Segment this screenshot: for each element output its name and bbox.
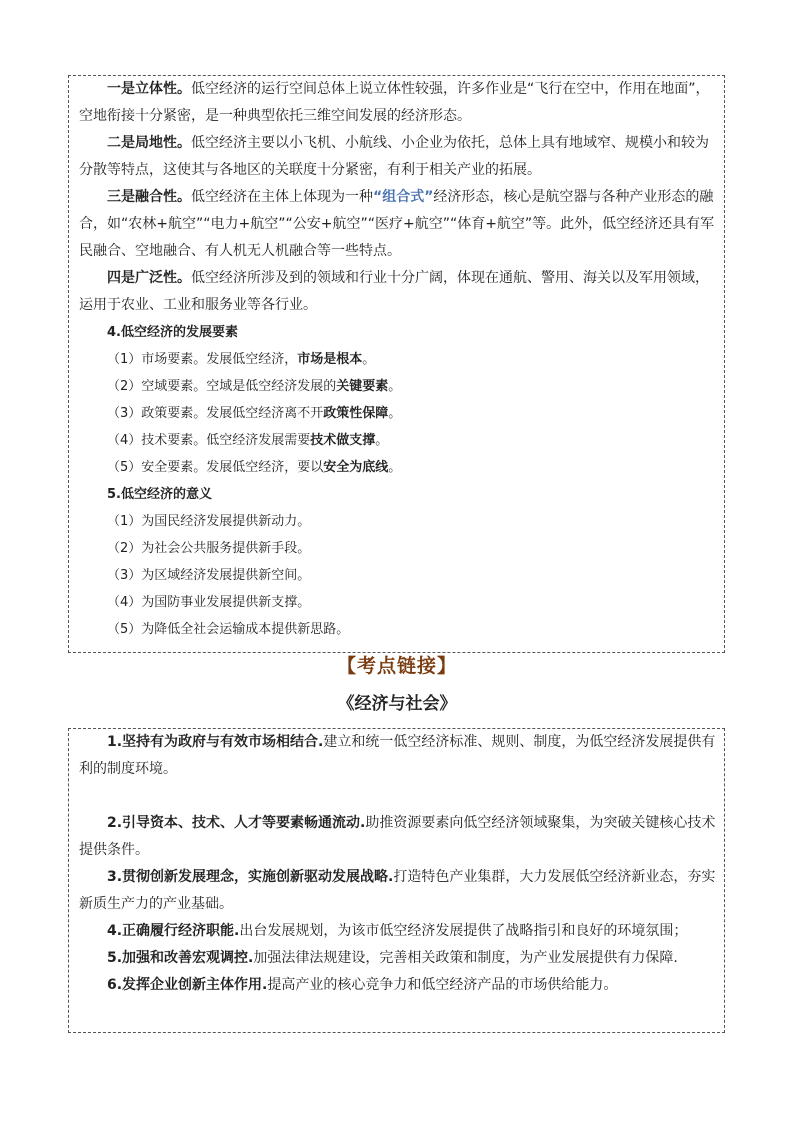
exam-point [79, 918, 716, 945]
exam-point [79, 729, 716, 783]
item-text: （5）安全要素。发展低空经济，要以 [107, 460, 324, 475]
paragraph-text: 低空经济在主体上体现为一种 [191, 189, 373, 205]
book-title: 《经济与社会》 [337, 694, 457, 714]
list-item: （3）为区域经济发展提供新空间。 [107, 568, 311, 583]
point-lead: 1.坚持有为政府与有效市场相结合. [107, 734, 324, 750]
paragraph-lead: 三是融合性。 [107, 189, 191, 205]
exam-point [79, 810, 716, 864]
paragraph-extensive [79, 265, 716, 319]
item-text: 。 [362, 352, 376, 367]
item-text: （4）技术要素。低空经济发展需要 [107, 433, 311, 448]
list-item: （2）为社会公共服务提供新手段。 [107, 541, 311, 556]
section-heading-elements: 4.低空经济的发展要素 [107, 325, 238, 340]
point-text: 出台发展规划，为该市低空经济发展提供了战略指引和良好的环境氛围； [239, 923, 688, 939]
paragraph-lead: 二是局地性。 [107, 135, 191, 151]
exam-link-title: 【考点链接】 [336, 655, 457, 677]
exam-point [79, 945, 716, 972]
paragraph-lead: 四是广泛性。 [107, 270, 191, 286]
paragraph-text: 低空经济的运行空间总体上说立体性较强，许多作业是“飞行在空中，作用在地面”，空地衔接十分紧密，是一种典型依托三维空间发展的经济形态。 [79, 81, 710, 124]
point-lead: 6.发挥企业创新主体作用. [107, 977, 268, 993]
list-item: （4）为国防事业发展提供新支撑。 [107, 595, 311, 610]
list-item: （5）为降低全社会运输成本提供新思路。 [107, 622, 350, 637]
list-item [79, 373, 716, 400]
item-emphasis: 关键要素 [336, 379, 389, 394]
item-emphasis: 技术做支撑 [310, 433, 376, 448]
list-item [79, 400, 716, 427]
point-text: 助推资源要素向低空经济领域聚集，为突破关键核心技术提供条件。 [79, 815, 716, 858]
point-lead: 5.加强和改善宏观调控. [107, 950, 254, 966]
list-item: （1）为国民经济发展提供新动力。 [107, 514, 311, 529]
list-item [79, 427, 716, 454]
item-text: （2）空域要素。空域是低空经济发展的 [107, 379, 337, 394]
point-text: 建立和统一低空经济标准、规则、制度，为低空经济发展提供有利的制度环境。 [79, 734, 716, 777]
exam-point [79, 864, 716, 918]
item-text: （1）市场要素。发展低空经济， [107, 352, 298, 367]
item-emphasis: 安全为底线 [323, 460, 389, 475]
paragraph-local [79, 130, 716, 184]
paragraph-text: 低空经济主要以小飞机、小航线、小企业为依托，总体上具有地域窄、规模小和较为分散等特点，这使其与各地区的关联度十分紧密，有利于相关产业的拓展。 [79, 135, 709, 178]
section-heading-significance: 5.低空经济的意义 [107, 487, 212, 502]
item-text: 。 [388, 460, 402, 475]
characteristics-box [68, 75, 725, 653]
spacer [79, 783, 716, 810]
highlight-term: “组合式” [373, 189, 434, 205]
point-text: 打造特色产业集群，大力发展低空经济新业态，夯实新质生产力的产业基础。 [79, 869, 716, 912]
point-text: 提高产业的核心竞争力和低空经济产品的市场供给能力。 [267, 977, 618, 993]
list-item [79, 454, 716, 481]
point-text: 加强法律法规建设，完善相关政策和制度，为产业发展提供有力保障. [253, 950, 678, 966]
exam-points-box [68, 728, 725, 1033]
paragraph-text: 经济形态，核心是航空器与各种产业形态的融合，如“农林+航空”“电力+航空”“公安+航空”“医疗+航空”“体育+航空”等。此外，低空经济还具有军民融合、空地融合、有人机无人机融合等一些特点。 [79, 189, 715, 259]
paragraph-lead: 一是立体性。 [107, 81, 191, 97]
item-emphasis: 市场是根本 [297, 352, 363, 367]
paragraph-text: 低空经济所涉及到的领域和行业十分广阔，体现在通航、警用、海关以及军用领域，运用于农业、工业和服务业等各行业。 [79, 270, 709, 313]
item-emphasis: 政策性保障 [323, 406, 389, 421]
item-text: （3）政策要素。发展低空经济离不开 [107, 406, 324, 421]
list-item [79, 346, 716, 373]
paragraph-stereoscopic [79, 76, 716, 130]
point-lead: 4.正确履行经济职能. [107, 923, 240, 939]
item-text: 。 [375, 433, 389, 448]
paragraph-integration [79, 184, 716, 265]
point-lead: 3.贯彻创新发展理念，实施创新驱动发展战略. [107, 869, 394, 885]
point-lead: 2.引导资本、技术、人才等要素畅通流动. [107, 815, 366, 831]
exam-point [79, 972, 716, 999]
item-text: 。 [388, 406, 402, 421]
item-text: 。 [388, 379, 402, 394]
